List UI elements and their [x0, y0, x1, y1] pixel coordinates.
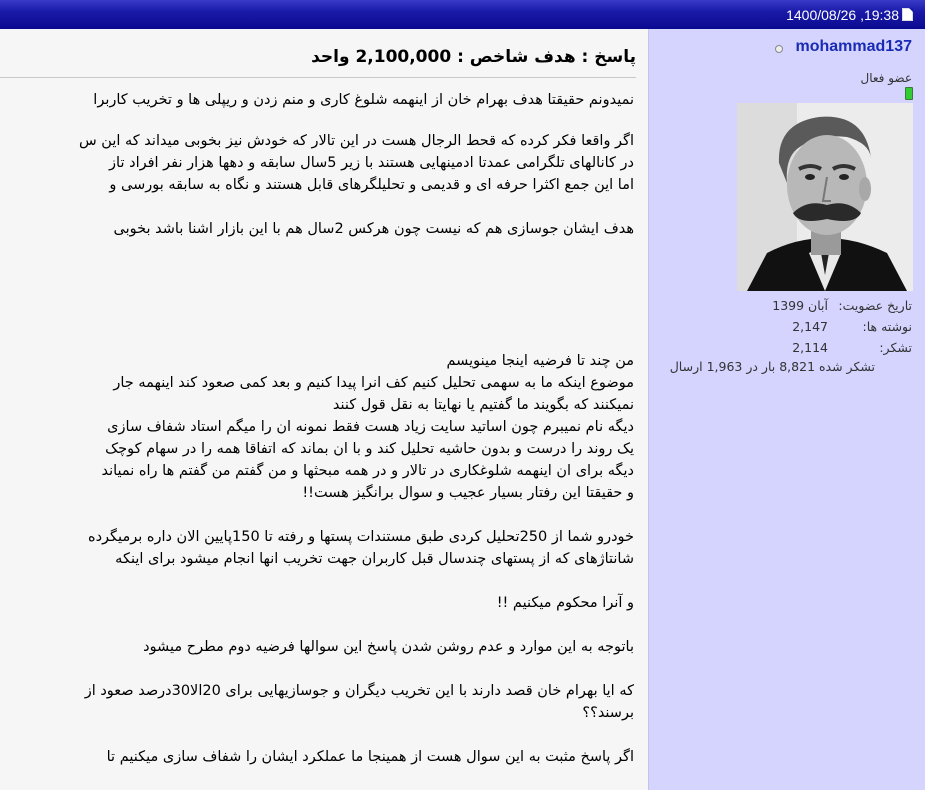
portrait-avatar[interactable] — [737, 103, 913, 291]
join-date-value: آبان 1399 — [772, 298, 828, 313]
post-line: نمیکنند که بگویند ما گفتیم یا نهایتا به نقل قول کنند — [332, 397, 634, 413]
username-link[interactable]: mohammad137 — [795, 38, 912, 55]
reputation-icon — [905, 87, 913, 100]
join-date-label: تاریخ عضویت: — [838, 298, 912, 313]
post-line: موضوع اینکه ما به سهمی تحلیل کنیم کف انرا پیدا کنیم و بعد کمی صعود کند اینهمه جار — [113, 375, 634, 391]
post-line: در کانالهای تلگرامی عمدتا ادمینهایی هستند با زیر 5سال سابقه و دهها هزار نفر افراد تاز — [109, 155, 634, 171]
post-line: یک روند را درست و بدون حاشیه تحلیل کند و با ان بماند که اتفاقا همه را در سهام کوچک — [105, 441, 634, 457]
post-line: دیگه نام نمیبرم چون اساتید سایت زیاد هست فقط نمونه ان را میگم استاد شفاف سازی — [107, 419, 634, 435]
post-count-value: 2,147 — [792, 319, 828, 334]
post-line: و حقیقتا این رفتار بسیار عجیب و سوال برانگیز هست!! — [302, 485, 634, 501]
online-status-icon — [775, 45, 783, 53]
post-line: من چند تا فرضیه اینجا مینویسم — [446, 353, 634, 369]
post-line: شانتاژهای که از پستهای چندسال قبل کاربران جهت تخریب انها انجام میشود برای اینکه — [115, 551, 634, 567]
author-sidebar — [648, 29, 925, 790]
post-line: نمیدونم حقیقتا هدف بهرام خان از اینهمه شلوغ کاری و منم زدن و ریپلی ها و تخریب کاربرا — [93, 92, 634, 108]
post-content — [0, 29, 648, 790]
post-line: دیگه برای ان اینهمه شلوغکاری در تالار و در همه مبحثها و من گفتم من گفتم ها راه نمیاند — [101, 463, 634, 479]
post-line: اگر واقعا فکر کرده که قحط الرجال هست در این تالار که خودش نیز بخوبی میداند که این س — [79, 133, 634, 149]
post-title: پاسخ : هدف شاخص : 2,100,000 واحد — [311, 47, 636, 67]
title-divider — [0, 77, 636, 78]
document-icon — [902, 8, 913, 21]
user-rank: عضو فعال — [860, 71, 912, 85]
post-line: هدف ایشان جوسازی هم که نیست چون هرکس 2سال هم با این بازار اشنا باشد بخوبی — [113, 221, 634, 237]
thanks-value: 2,114 — [792, 340, 828, 355]
post-line: برسند؟؟ — [582, 705, 634, 721]
post-line: باتوجه به این موارد و عدم روشن شدن پاسخ این سوالها فرضیه دوم مطرح میشود — [143, 639, 634, 655]
post-line: که ایا بهرام خان قصد دارند با این تخریب دیگران و جوسازیهایی برای 20الا30درصد صعود از — [84, 683, 634, 699]
thanked-summary: تشکر شده 8,821 بار در 1,963 ارسال — [669, 359, 875, 374]
post-line: خودرو شما از 250تحلیل کردی طبق مستندات پستها و رفته تا 150پایین الان داره برمیگرده — [88, 529, 634, 545]
post-datetime: 1400/08/26 ,19:38 — [786, 7, 899, 23]
post-count-label: نوشته ها: — [862, 319, 912, 334]
post-header-bar — [0, 0, 925, 29]
thanks-label: تشکر: — [879, 340, 912, 355]
post-line: اگر پاسخ مثبت به این سوال هست از همینجا ما عملکرد ایشان را شفاف سازی میکنیم تا — [106, 749, 634, 765]
post-line: و آنرا محکوم میکنیم !! — [496, 595, 634, 611]
post-line: اما این جمع اکثرا حرفه ای و قدیمی و تحلیلگرهای قابل هستند و نگاه به سابقه بورسی و — [109, 177, 634, 193]
